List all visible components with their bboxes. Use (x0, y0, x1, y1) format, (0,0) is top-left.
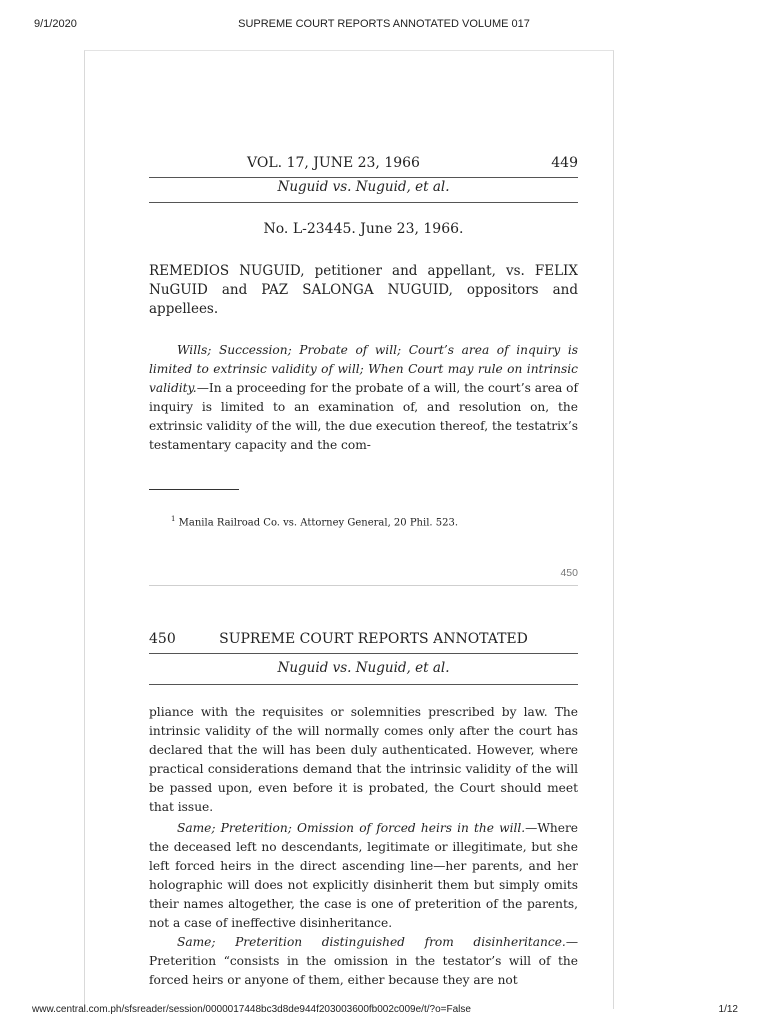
para3-body: —Preterition “consists in the omission in the testator’s will of the forced heirs or anyone of them, either because they are not (149, 935, 578, 987)
document-sheet (84, 50, 614, 1009)
print-date: 9/1/2020 (34, 18, 77, 30)
syllabus-heading: Wills; Succession; Probate of will; Court’s area of inquiry is limited to extrinsic validity of will; When Court may rule on intrinsic validity. (149, 343, 578, 395)
print-header (0, 0, 768, 40)
para2-body: —Where the deceased left no descendants, legitimate or illegitimate, but she left forced heirs in the direct ascending line—her parents, and her holographic will does not explicitly disinherit them but simply omits their names altogether, the case is one of preterition of the parents, not a case of ineffective disinheritance. (149, 821, 578, 930)
parties-paragraph: REMEDIOS NUGUID, petitioner and appellant, vs. FELIX NuGUID and PAZ SALONGA NUGUID, oppositors and appellees. (149, 263, 578, 317)
page-number-450: 450 (149, 631, 176, 647)
syllabus-body: —In a proceeding for the probate of a will, the court’s area of inquiry is limited to an examination of, and resolution on, the extrinsic validity of the will, the due execution thereof, the testatrix’s testamentary capacity and the com- (149, 381, 578, 452)
page-marker: 450 (560, 567, 578, 579)
volume-date: VOL. 17, JUNE 23, 1966 (247, 155, 420, 171)
subheader-rule-2 (149, 684, 578, 685)
header-rule (149, 177, 578, 178)
case-number: No. L-23445. June 23, 1966. (263, 221, 464, 237)
page-number-449: 449 (551, 155, 578, 171)
footnote-mark: 1 (171, 515, 176, 523)
reporter-title: SUPREME COURT REPORTS ANNOTATED (219, 631, 528, 647)
body-paragraph-1: pliance with the requisites or solemnities prescribed by law. The intrinsic validity of the will normally comes only after the court has declared that the will has been duly authenticated. However, where practical considerations demand that the intrinsic validity of the will be passed upon, even before it is probated, the Court should meet that issue. (149, 705, 578, 814)
case-title-2: Nuguid vs. Nuguid, et al. (277, 660, 450, 676)
para3-heading: Same; Preterition distinguished from disinheritance. (177, 935, 566, 949)
case-title: Nuguid vs. Nuguid, et al. (277, 179, 450, 195)
footnote-text: Manila Railroad Co. vs. Attorney General, 20 Phil. 523. (178, 517, 459, 529)
body-paragraph-2 (149, 819, 578, 933)
footnote (171, 515, 571, 528)
print-title: SUPREME COURT REPORTS ANNOTATED VOLUME 017 (238, 18, 530, 30)
para2-heading: Same; Preterition; Omission of forced heirs in the will. (177, 821, 526, 835)
subheader-rule (149, 202, 578, 203)
syllabus-paragraph (149, 341, 578, 455)
footnote-rule (149, 489, 239, 490)
print-footer (0, 1004, 768, 1024)
page-break-rule (149, 585, 578, 586)
print-url: www.central.com.ph/sfsreader/session/0000017448bc3d8de944f203003600fb002c009e/t/?o=False (32, 1004, 471, 1015)
print-page-count: 1/12 (718, 1004, 738, 1015)
header-rule-2 (149, 653, 578, 654)
body-paragraph-3 (149, 933, 578, 990)
